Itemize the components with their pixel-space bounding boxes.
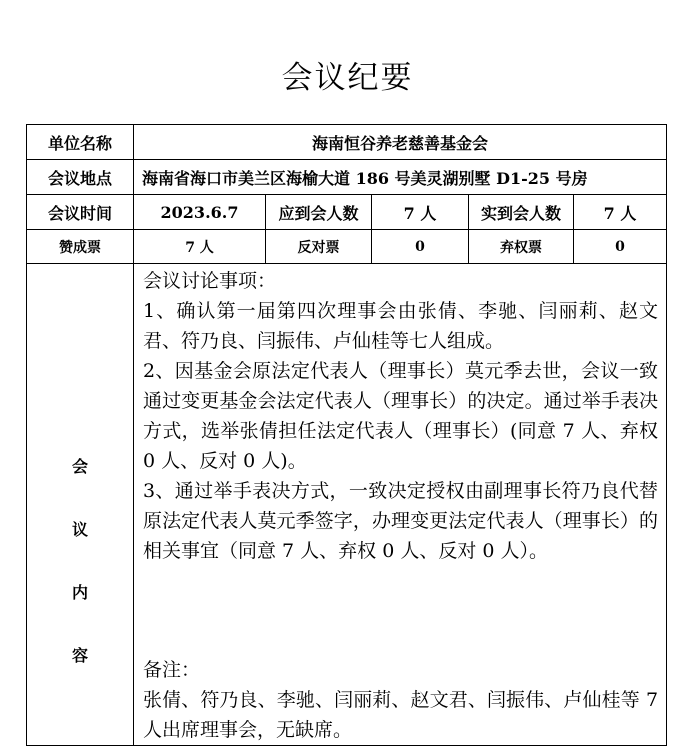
content-label-char: 会	[71, 457, 88, 476]
votes-against-value: 0	[372, 230, 469, 264]
time-label: 会议时间	[27, 195, 134, 230]
agenda-item-3: 3、通过举手表决方式，一致决定授权由副理事长符乃良代替原法定代表人莫元季签字，办理变更法定代表人（理事长）的相关事宜（同意 7 人、弃权 0 人、反对 0 人）。	[143, 480, 659, 562]
spacer	[143, 566, 658, 655]
content-heading: 会议讨论事项：	[143, 270, 277, 292]
content-label-char: 容	[71, 646, 88, 665]
agenda-item-1: 1、确认第一届第四次理事会由张倩、李驰、闫丽莉、赵文君、符乃良、闫振伟、卢仙桂等七人组成。	[143, 300, 659, 352]
time-value: 2023.6.7	[134, 195, 266, 230]
content-label-char: 议	[71, 520, 88, 539]
content-body	[134, 264, 667, 746]
row-unit	[27, 125, 667, 160]
row-content	[27, 264, 667, 746]
unit-value: 海南恒谷养老慈善基金会	[134, 125, 667, 160]
actual-attendees-label: 实到会人数	[469, 195, 574, 230]
minutes-table	[26, 124, 667, 746]
votes-for-label: 赞成票	[27, 230, 134, 264]
actual-attendees-value: 7 人	[574, 195, 667, 230]
location-value: 海南省海口市美兰区海榆大道 186 号美灵湖别墅 D1-25 号房	[134, 160, 667, 195]
row-location	[27, 160, 667, 195]
expected-attendees-value: 7 人	[372, 195, 469, 230]
expected-attendees-label: 应到会人数	[266, 195, 372, 230]
content-label	[27, 264, 134, 746]
votes-abstain-label: 弃权票	[469, 230, 574, 264]
note-text: 张倩、符乃良、李驰、闫丽莉、赵文君、闫振伟、卢仙桂等 7 人出席理事会，无缺席。	[143, 689, 659, 741]
row-votes	[27, 230, 667, 264]
page-title: 会议纪要	[281, 60, 414, 96]
votes-abstain-value: 0	[574, 230, 667, 264]
unit-label: 单位名称	[27, 125, 134, 160]
note-label: 备注：	[143, 659, 201, 681]
row-time	[27, 195, 667, 230]
content-label-char: 内	[71, 583, 88, 602]
location-label: 会议地点	[27, 160, 134, 195]
agenda-item-2: 2、因基金会原法定代表人（理事长）莫元季去世，会议一致通过变更基金会法定代表人（理事长）的决定。通过举手表决方式，选举张倩担任法定代表人（理事长）(同意 7 人、弃权 0 人、反对 0 人)。	[143, 360, 659, 472]
votes-for-value: 7 人	[134, 230, 266, 264]
votes-against-label: 反对票	[266, 230, 372, 264]
